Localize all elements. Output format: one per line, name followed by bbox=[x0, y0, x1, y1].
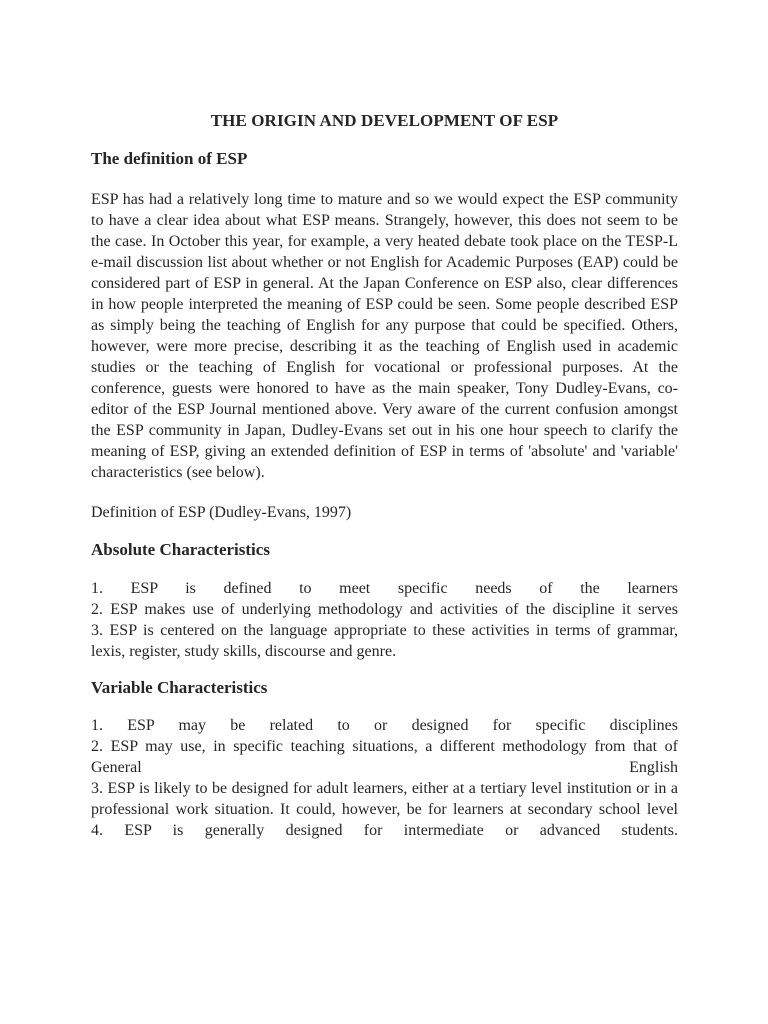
variable-characteristics-heading: Variable Characteristics bbox=[91, 678, 268, 697]
list-item: 2. ESP makes use of underlying methodology and activities of the discipline it serves bbox=[91, 601, 678, 618]
absolute-characteristics-list bbox=[91, 578, 678, 662]
list-item: 3. ESP is likely to be designed for adult learners, either at a tertiary level institution or in a professional work situation. It could, however, be for learners at secondary school level bbox=[91, 780, 678, 818]
document-title: THE ORIGIN AND DEVELOPMENT OF ESP bbox=[210, 111, 559, 130]
intro-paragraph: ESP has had a relatively long time to mature and so we would expect the ESP community to have a clear idea about what ESP means. Strangely, however, this does not seem to be the case. In October this year, for example, a very heated debate took place on the TESP-L e-mail discussion list about whether or not English for Academic Purposes (EAP) could be considered part of ESP in general. At the Japan Conference on ESP also, clear differences in how people interpreted the meaning of ESP could be seen. Some people described ESP as simply being the teaching of English for any purpose that could be specified. Others, however, were more precise, describing it as the teaching of English used in academic studies or the teaching of English for vocational or professional purposes. At the conference, guests were honored to have as the main speaker, Tony Dudley-Evans, co-editor of the ESP Journal mentioned above. Very aware of the current confusion amongst the ESP community in Japan, Dudley-Evans set out in his one hour speech to clarify the meaning of ESP, giving an extended definition of ESP in terms of 'absolute' and 'variable' characteristics (see below). bbox=[91, 191, 678, 481]
absolute-characteristics-heading: Absolute Characteristics bbox=[91, 540, 270, 559]
list-item: 2. ESP may use, in specific teaching situations, a different methodology from that of General English bbox=[91, 738, 678, 776]
definition-caption: Definition of ESP (Dudley-Evans, 1997) bbox=[91, 504, 352, 521]
list-item: 3. ESP is centered on the language appropriate to these activities in terms of grammar, lexis, register, study skills, discourse and genre. bbox=[91, 622, 678, 660]
document-page bbox=[91, 109, 678, 841]
variable-characteristics-list bbox=[91, 715, 678, 841]
list-item: 4. ESP is generally designed for intermediate or advanced students. bbox=[91, 822, 678, 839]
definition-heading: The definition of ESP bbox=[91, 149, 248, 168]
list-item: 1. ESP is defined to meet specific needs of the learners bbox=[91, 580, 678, 597]
list-item: 1. ESP may be related to or designed for specific disciplines bbox=[91, 717, 678, 734]
